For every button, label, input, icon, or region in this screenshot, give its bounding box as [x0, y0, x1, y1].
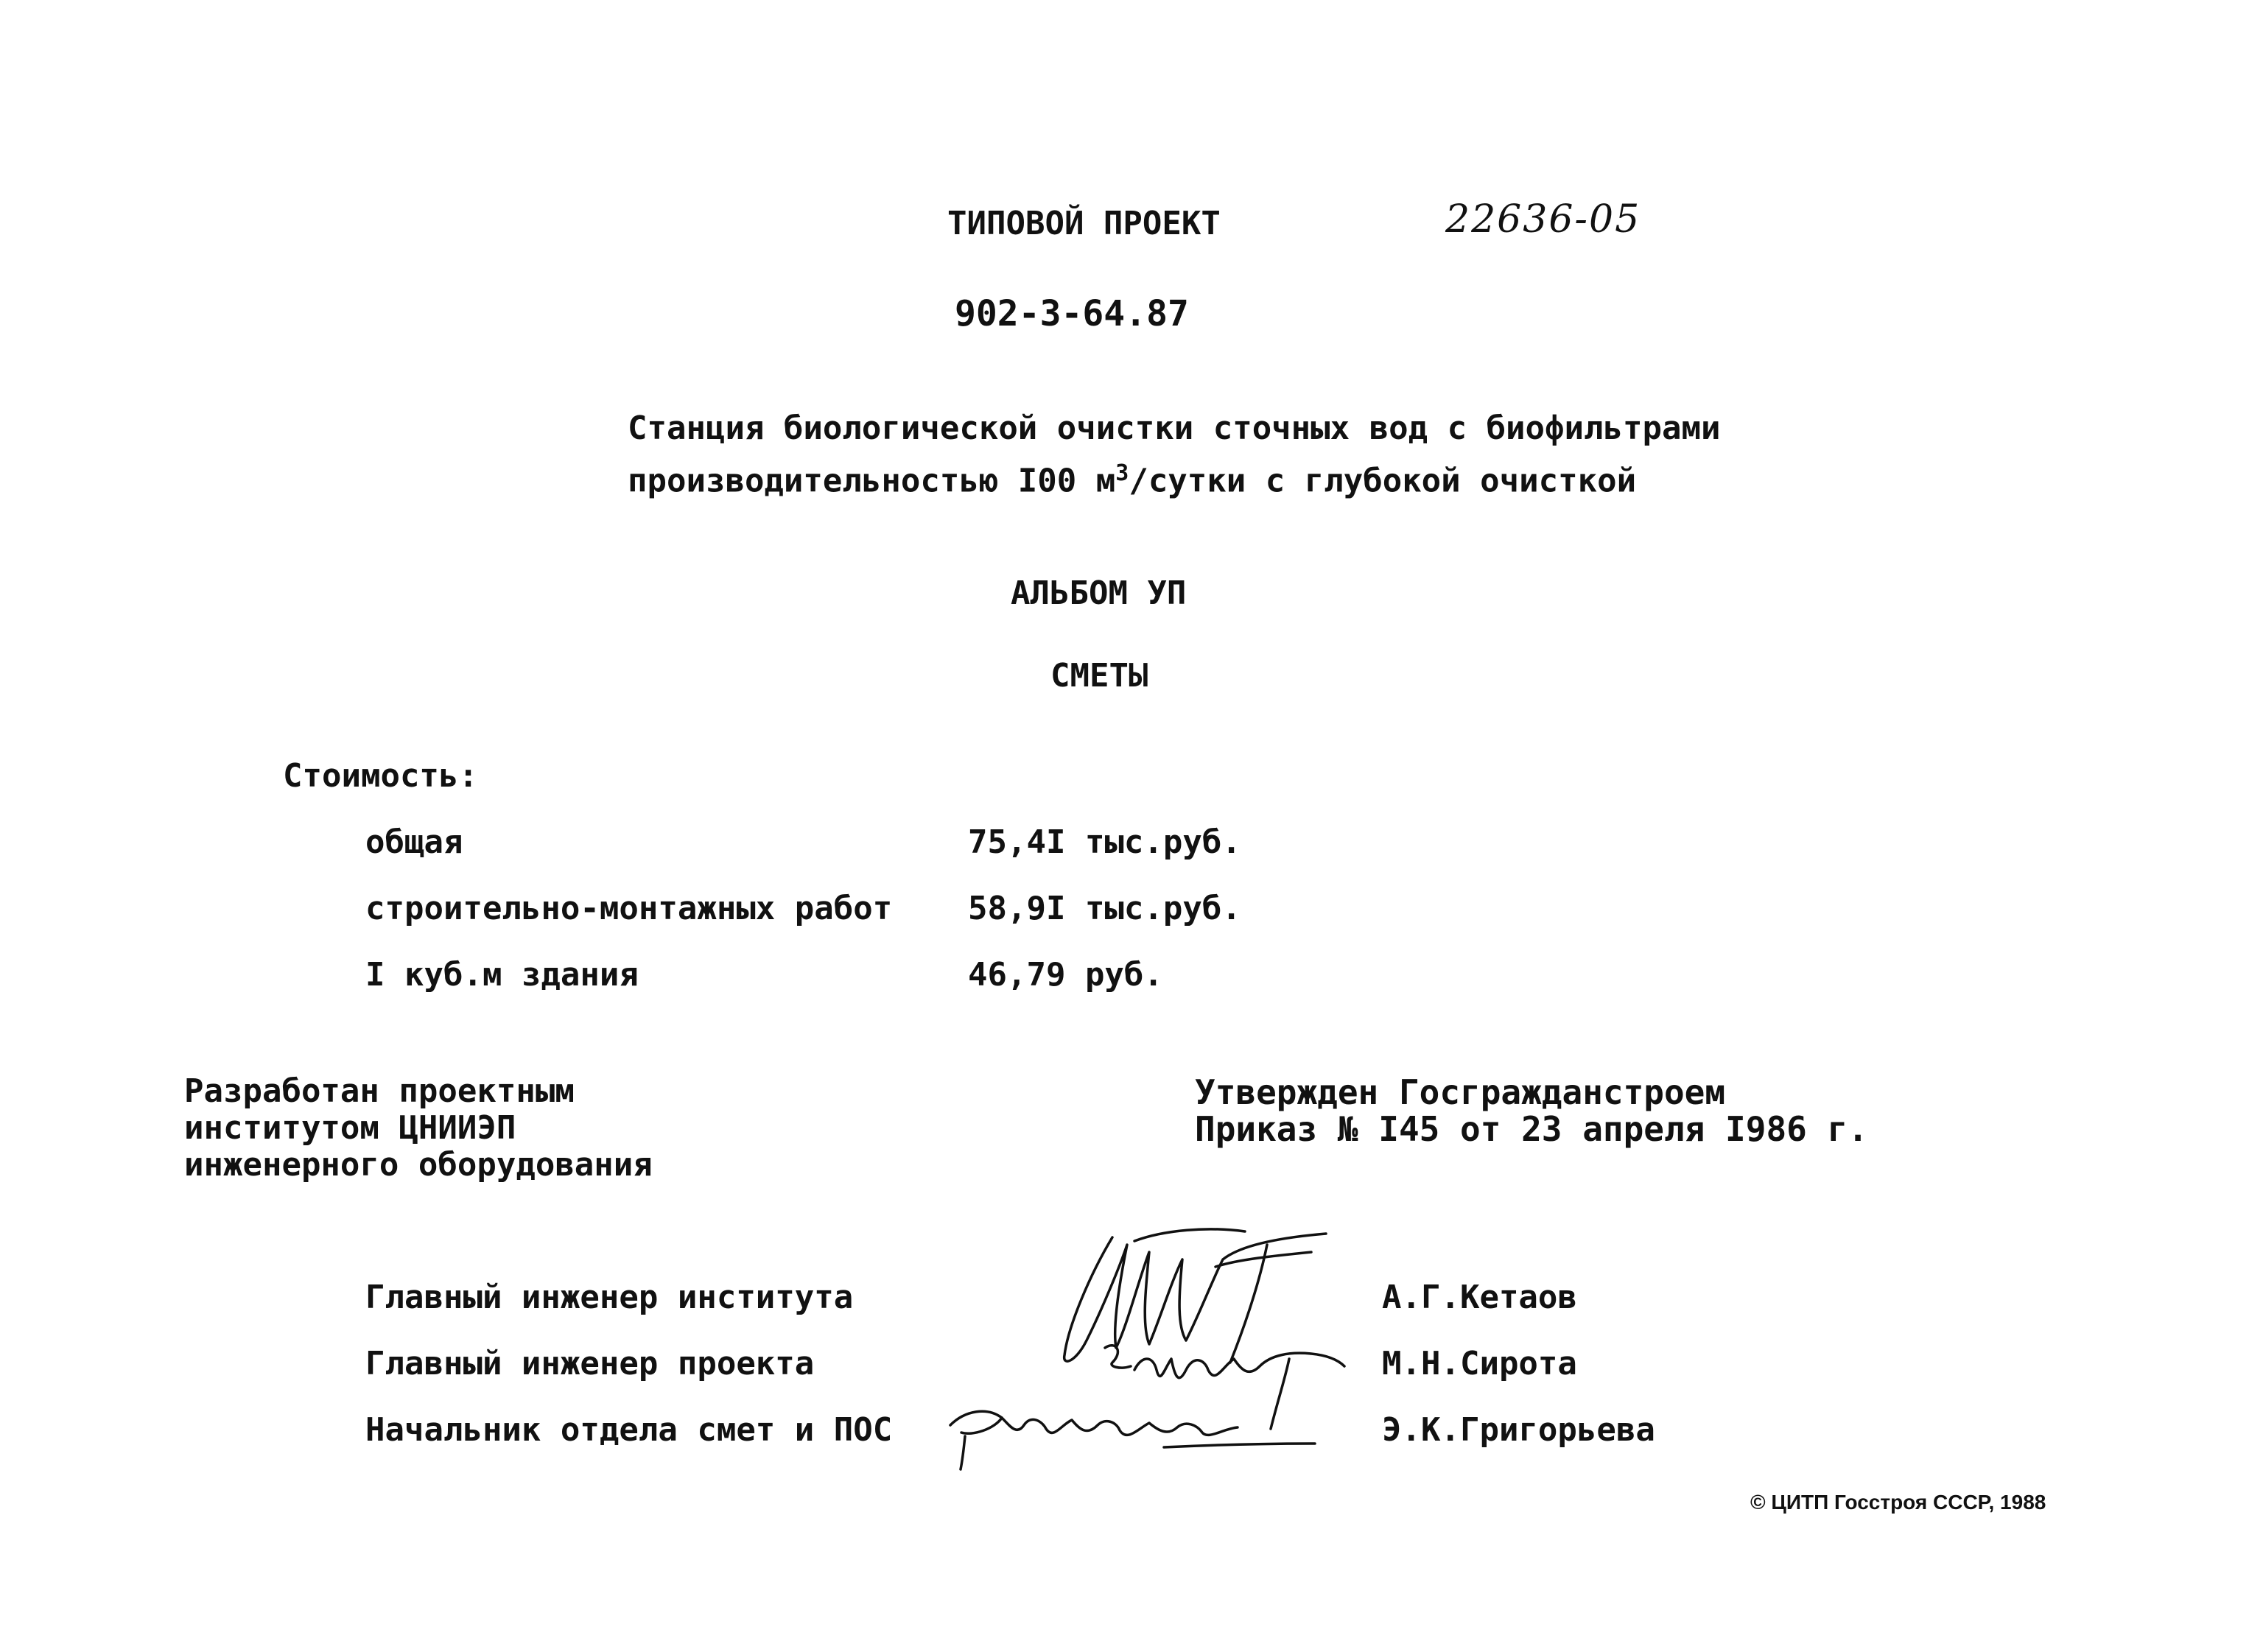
project-type-label: ТИПОВОЙ ПРОЕКТ: [947, 205, 1221, 242]
cost-row-value: 46,79 руб.: [968, 956, 1163, 994]
approval-line: Приказ № I45 от 23 апреля I986 г.: [1195, 1109, 1868, 1149]
inventory-number: 22636-05: [1445, 197, 1641, 242]
title-superscript: 3: [1115, 460, 1129, 486]
developer-line: институтом ЦНИИЭП: [184, 1109, 516, 1147]
series-code: 902-3-64.87: [955, 293, 1189, 334]
album-label: АЛЬБОМ УП: [1011, 574, 1187, 612]
copyright: © ЦИТП Госстроя СССР, 1988: [1750, 1491, 2046, 1514]
approval-line: Утвержден Госгражданстроем: [1195, 1072, 1726, 1112]
signatory-position: Начальник отдела смет и ПОС: [365, 1411, 893, 1449]
album-subtitle: СМЕТЫ: [1050, 657, 1148, 695]
signatory-name: А.Г.Кетаов: [1382, 1279, 1577, 1316]
signatory-position: Главный инженер проекта: [365, 1345, 815, 1382]
developer-line: инженерного оборудования: [184, 1146, 653, 1184]
title-line-2-prefix: производительностью I00 м: [628, 462, 1116, 500]
title-line-2-suffix: /сутки с глубокой очисткой: [1129, 462, 1637, 500]
signatory-name: М.Н.Сирота: [1382, 1345, 1577, 1382]
project-title-line-1: Станция биологической очистки сточных вод с биофильтрами: [628, 410, 1721, 447]
signature-head-estimates-department: [943, 1385, 1326, 1473]
signatory-position: Главный инженер института: [365, 1279, 854, 1316]
cost-row-label: I куб.м здания: [365, 956, 639, 994]
developer-line: Разработан проектным: [184, 1072, 575, 1110]
cost-heading: Стоимость:: [283, 757, 478, 795]
cost-row-label: строительно-монтажных работ: [365, 890, 893, 927]
cost-row-value: 58,9I тыс.руб.: [968, 890, 1241, 927]
cost-row-value: 75,4I тыс.руб.: [968, 823, 1241, 861]
cost-row-label: общая: [365, 823, 463, 861]
signatory-name: Э.К.Григорьева: [1382, 1411, 1655, 1449]
project-title-line-2: [628, 460, 1637, 500]
